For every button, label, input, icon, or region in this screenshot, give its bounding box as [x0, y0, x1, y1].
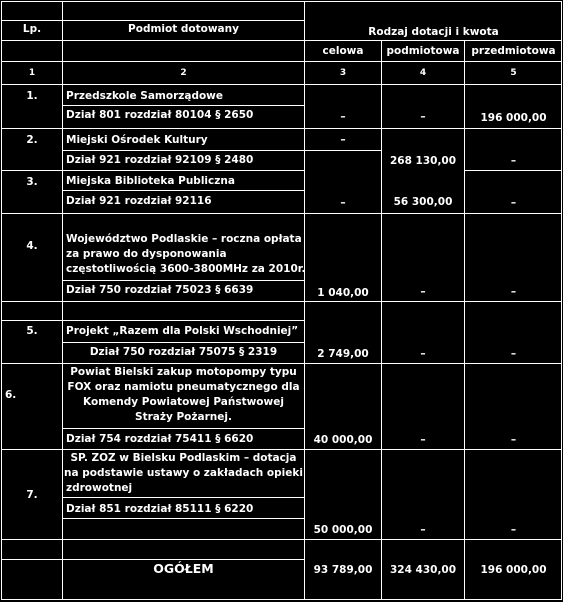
row-name-line: za prawo do dysponowania	[66, 248, 227, 260]
row-dzial: Dział 754 rozdział 75411 § 6620	[66, 433, 254, 445]
row-przedmiotowa: –	[510, 434, 517, 446]
row-name-line: zdrowotnej	[66, 482, 133, 494]
header-celowa: celowa	[322, 45, 364, 57]
header-rodzaj: Rodzaj dotacji i kwota	[368, 26, 499, 38]
row-podmiotowa: –	[420, 434, 426, 446]
row-name-line: Powiat Bielski zakup motopompy typu	[70, 366, 297, 378]
row-name: Miejska Biblioteka Publiczna	[66, 175, 235, 187]
row-celowa: –	[340, 111, 346, 123]
row-celowa: 2 749,00	[317, 348, 369, 360]
row-celowa: –	[340, 197, 346, 209]
row-przedmiotowa: –	[510, 155, 517, 167]
row-name-line: Straży Pożarnej.	[135, 411, 232, 423]
row-dzial: Dział 921 rozdział 92116	[66, 195, 212, 207]
row-celowa: –	[340, 134, 346, 146]
header-podmiot: Podmiot dotowany	[128, 23, 239, 35]
col-number: 3	[339, 68, 347, 78]
row-lp: 5.	[26, 325, 38, 337]
total-podmiotowa: 324 430,00	[389, 564, 457, 576]
row-lp: 7.	[26, 489, 38, 501]
row-dzial: Dział 801 rozdział 80104 § 2650	[66, 109, 254, 121]
row-dzial: Dział 851 rozdział 85111 § 6220	[66, 503, 254, 515]
row-przedmiotowa: –	[510, 197, 517, 209]
header-lp: Lp.	[22, 23, 42, 35]
row-lp: 4.	[26, 240, 38, 252]
col-number: 2	[180, 68, 187, 78]
row-name: Projekt „Razem dla Polski Wschodniej”	[66, 325, 299, 337]
total-przedmiotowa: 196 000,00	[480, 564, 547, 576]
row-celowa: 40 000,00	[313, 434, 373, 446]
row-podmiotowa: –	[420, 524, 426, 536]
total-celowa: 93 789,00	[313, 564, 373, 576]
row-dzial: Dział 750 rozdział 75023 § 6639	[66, 284, 254, 296]
row-podmiotowa: –	[420, 111, 426, 123]
col-number: 5	[510, 68, 517, 78]
row-celowa: 1 040,00	[317, 287, 369, 299]
row-name-line: Komendy Powiatowej Państwowej	[83, 396, 284, 408]
row-podmiotowa: –	[420, 348, 426, 360]
row-name-line: na podstawie ustawy o zakładach opieki	[64, 467, 303, 479]
header-podmiotowa: podmiotowa	[386, 45, 460, 57]
row-dzial: Dział 750 rozdział 75075 § 2319	[89, 346, 278, 358]
row-dzial: Dział 921 rozdział 92109 § 2480	[66, 154, 254, 166]
row-lp: 1.	[26, 90, 38, 102]
row-name-line: Województwo Podlaskie – roczna opłata	[66, 233, 302, 245]
row-lp: 6.	[5, 389, 17, 401]
row-name-line: SP. ZOZ w Bielsku Podlaskim – dotacja	[70, 452, 297, 464]
row-podmiotowa: 268 130,00	[389, 155, 457, 167]
row-przedmiotowa: 196 000,00	[480, 112, 547, 124]
header-przedmiotowa: przedmiotowa	[471, 45, 556, 57]
row-lp: 3.	[26, 176, 38, 188]
col-number: 1	[28, 68, 36, 78]
col-number: 4	[419, 68, 427, 78]
row-name-line: częstotliwością 3600-3800MHz za 2010r.	[66, 263, 306, 275]
row-celowa: 50 000,00	[313, 524, 373, 536]
row-przedmiotowa: –	[510, 286, 517, 298]
row-podmiotowa: 56 300,00	[393, 196, 453, 208]
row-przedmiotowa: –	[510, 524, 517, 536]
row-name: Miejski Ośrodek Kultury	[66, 134, 208, 146]
row-przedmiotowa: –	[510, 348, 517, 360]
row-lp: 2.	[26, 134, 38, 146]
row-podmiotowa: –	[420, 286, 426, 298]
row-name-line: FOX oraz namiotu pneumatycznego dla	[67, 381, 300, 393]
total-label: OGÓŁEM	[153, 561, 214, 576]
row-name: Przedszkole Samorządowe	[66, 90, 224, 102]
